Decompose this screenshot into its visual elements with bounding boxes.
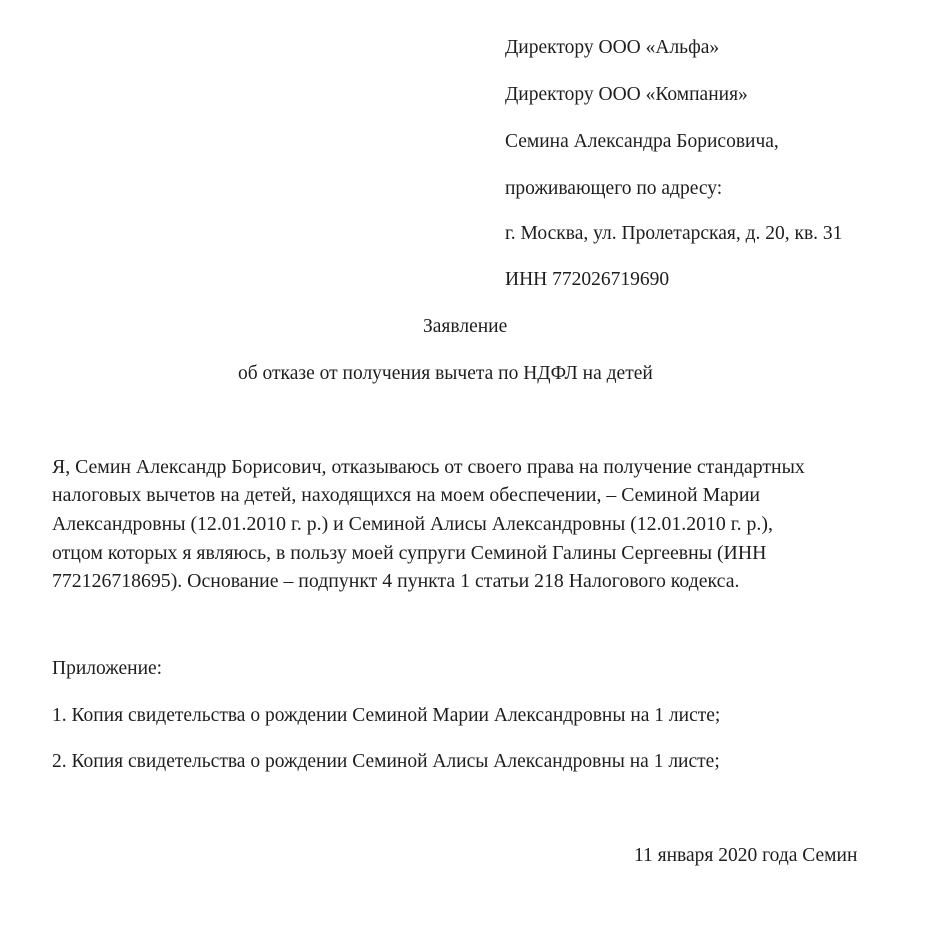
sender-address-label: проживающего по адресу: (505, 178, 723, 199)
sender-name: Семина Александра Борисовича, (505, 131, 779, 152)
sender-inn: ИНН 772026719690 (505, 269, 670, 290)
body-line: налоговых вычетов на детей, находящихся на моем обеспечении, – Семиной Марии (52, 484, 760, 506)
body-line: 772126718695). Основание – подпункт 4 пункта 1 статьи 218 Налогового кодекса. (52, 570, 740, 592)
body-line: Александровны (12.01.2010 г. р.) и Семиной Алисы Александровны (12.01.2010 г. р.), (52, 513, 773, 535)
attachments-heading: Приложение: (52, 658, 163, 679)
attachment-item-2: 2. Копия свидетельства о рождении Семиной Алисы Александровны на 1 листе; (52, 751, 720, 772)
sender-address: г. Москва, ул. Пролетарская, д. 20, кв. 31 (505, 223, 843, 244)
document-subtitle: об отказе от получения вычета по НДФЛ на детей (238, 363, 653, 384)
document-title: Заявление (423, 316, 508, 337)
body-line: отцом которых я являюсь, в пользу моей супруги Семиной Галины Сергеевны (ИНН (52, 542, 767, 564)
attachment-item-1: 1. Копия свидетельства о рождении Семиной Марии Александровны на 1 листе; (52, 705, 721, 726)
addressee-line-1: Директору ООО «Альфа» (505, 37, 720, 58)
addressee-line-2: Директору ООО «Компания» (505, 84, 748, 105)
signature-line: 11 января 2020 года Семин (634, 845, 858, 866)
body-line: Я, Семин Александр Борисович, отказываюсь от своего права на получение стандартных (52, 456, 805, 478)
